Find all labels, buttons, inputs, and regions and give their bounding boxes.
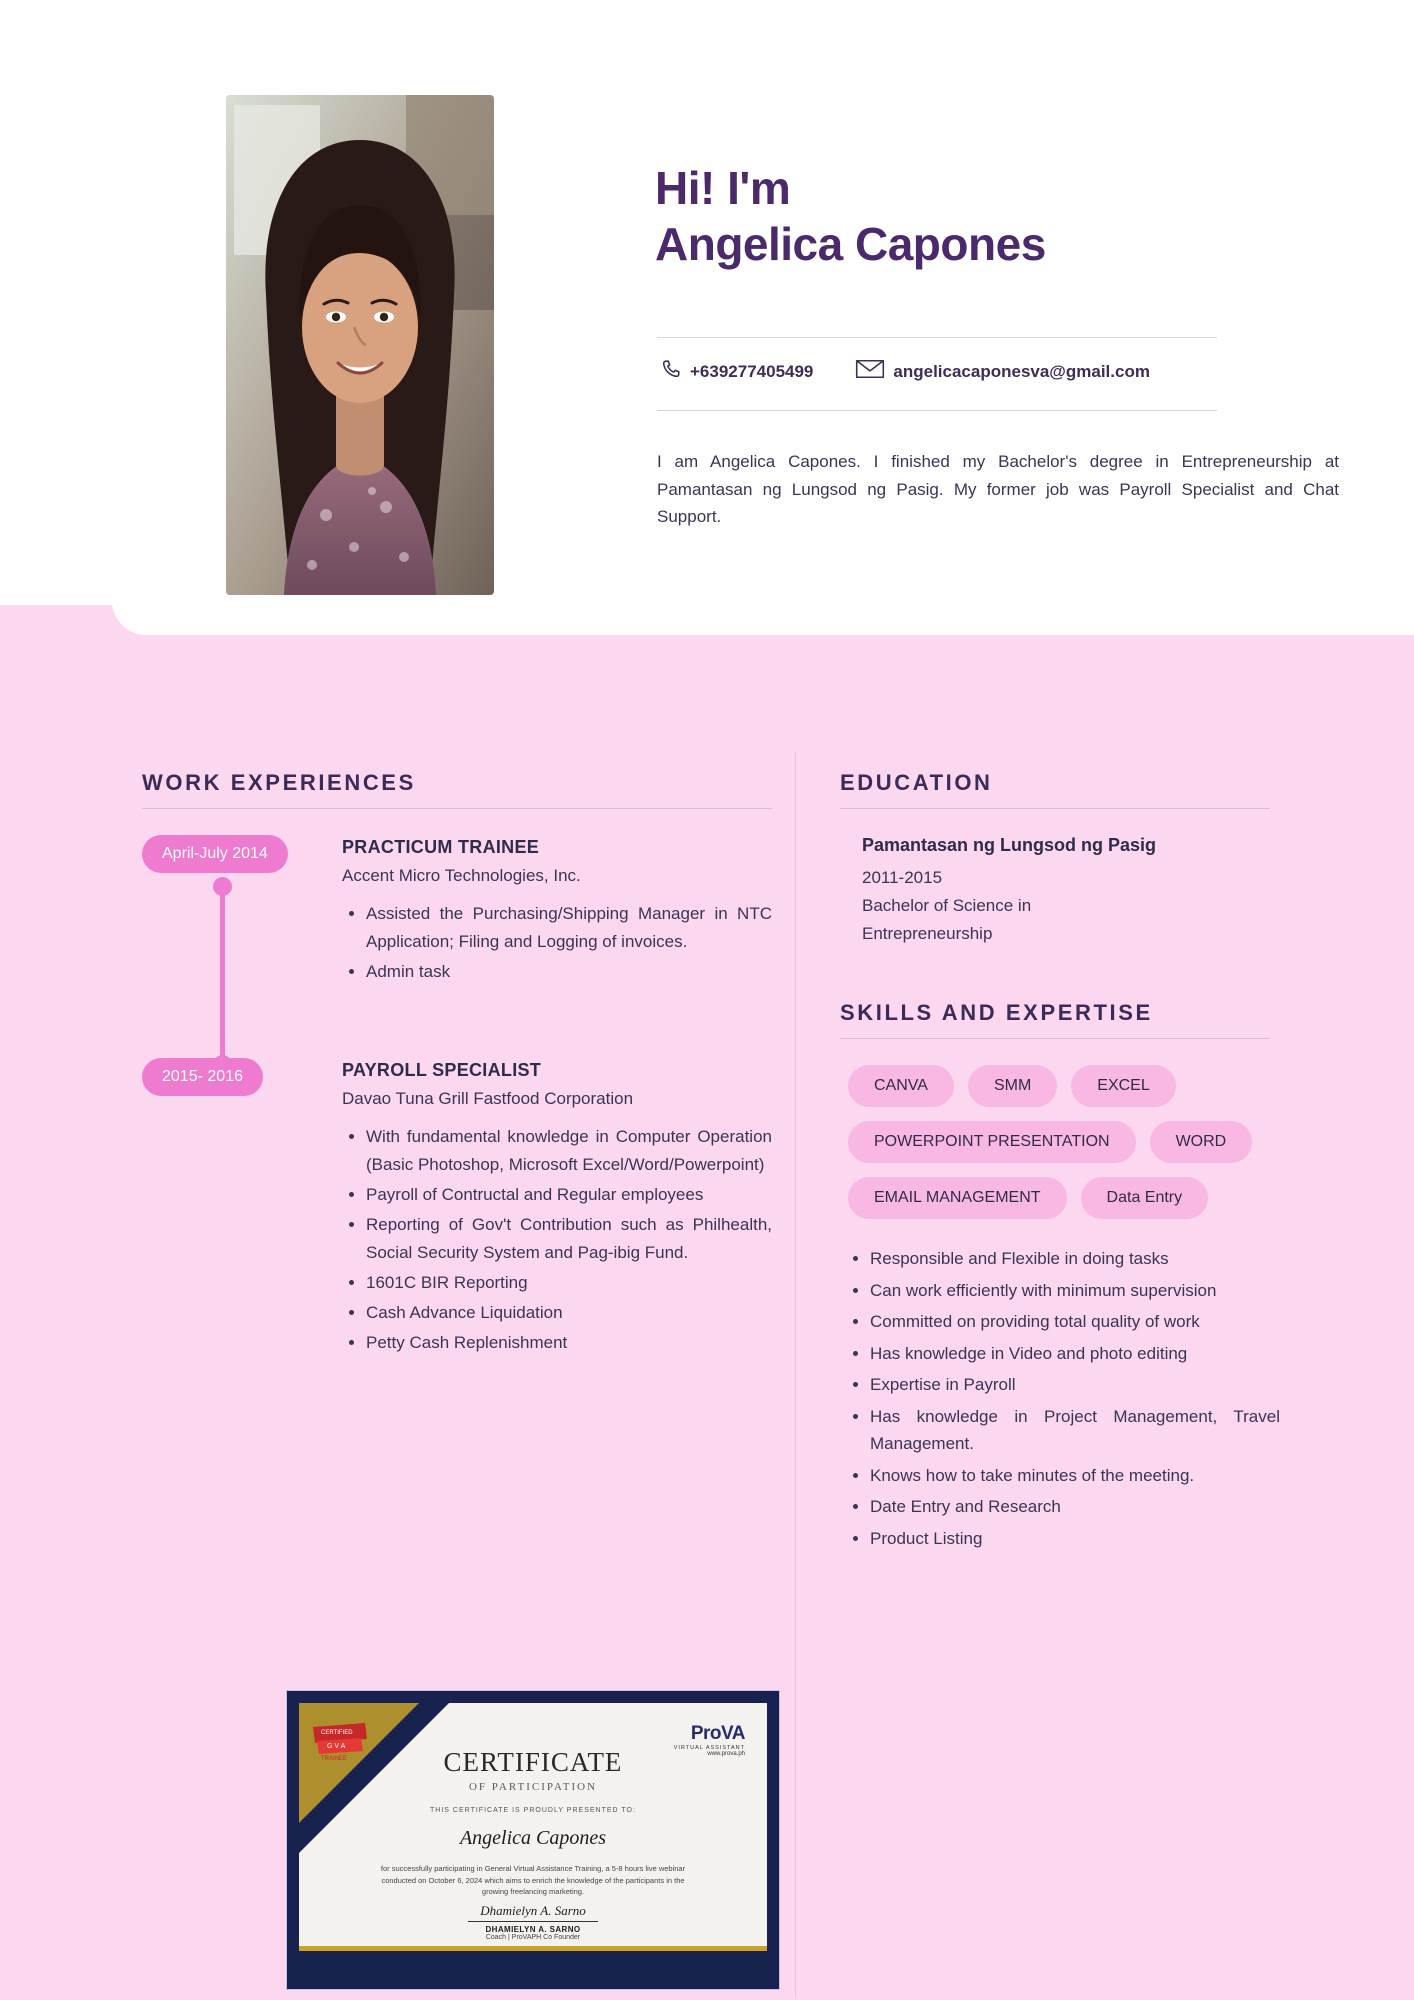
list-item: • Payroll of Contructal and Regular employees bbox=[366, 1181, 772, 1209]
phone-icon bbox=[660, 358, 682, 385]
skill-chip: WORD bbox=[1150, 1121, 1253, 1163]
list-item: • Knows how to take minutes of the meeting. bbox=[870, 1462, 1280, 1490]
certificate-presented-to: THIS CERTIFICATE IS PROUDLY PRESENTED TO: bbox=[430, 1807, 636, 1814]
work-section-rule bbox=[142, 808, 772, 809]
prova-logo-text: ProVA bbox=[690, 1723, 745, 1744]
education-degree-line-1: Bachelor of Science in bbox=[862, 896, 1032, 916]
experience-item-1 bbox=[142, 835, 772, 988]
list-item: • Has knowledge in Project Management, Travel Management. bbox=[870, 1403, 1280, 1458]
skill-chip: POWERPOINT PRESENTATION bbox=[848, 1121, 1136, 1163]
list-item: • Responsible and Flexible in doing tasks bbox=[870, 1245, 1280, 1273]
job-title-2: PAYROLL SPECIALIST bbox=[342, 1060, 542, 1081]
skills-section-rule bbox=[840, 1038, 1270, 1039]
experience-item-2 bbox=[142, 1058, 772, 1359]
experience-details-2 bbox=[342, 1058, 772, 1359]
right-column bbox=[840, 770, 1280, 1556]
job-bullets-1 bbox=[342, 900, 772, 986]
svg-text:TRAINEE: TRAINEE bbox=[321, 1756, 348, 1762]
education-section-title: EDUCATION bbox=[840, 770, 993, 795]
experience-period-1: April-July 2014 bbox=[142, 835, 288, 873]
list-item: • Committed on providing total quality of work bbox=[870, 1308, 1280, 1336]
list-item: • Cash Advance Liquidation bbox=[366, 1299, 772, 1327]
skill-chip: EXCEL bbox=[1071, 1065, 1175, 1107]
work-experience-section bbox=[142, 770, 772, 1360]
work-section-title: WORK EXPERIENCES bbox=[142, 770, 416, 795]
greeting-line-1: Hi! I'm bbox=[655, 162, 791, 214]
timeline-line bbox=[220, 885, 225, 1065]
certificate-image bbox=[286, 1690, 780, 1990]
portrait-illustration bbox=[226, 95, 494, 595]
envelope-icon bbox=[855, 358, 885, 385]
experience-list bbox=[142, 835, 772, 1360]
list-item: • Assisted the Purchasing/Shipping Manager in NTC Application; Filing and Logging of invoices. bbox=[366, 900, 772, 956]
list-item: • Has knowledge in Video and photo editing bbox=[870, 1340, 1280, 1368]
skill-chip: EMAIL MANAGEMENT bbox=[848, 1177, 1067, 1219]
svg-text:G V A: G V A bbox=[327, 1743, 346, 1750]
signature-rule bbox=[468, 1921, 598, 1922]
list-item: • Expertise in Payroll bbox=[870, 1371, 1280, 1399]
svg-text:CERTIFIED: CERTIFIED bbox=[321, 1730, 353, 1736]
email-contact[interactable] bbox=[855, 358, 1150, 385]
skill-bullet-list bbox=[840, 1245, 1280, 1552]
experience-details-1 bbox=[342, 835, 772, 988]
list-item: • Reporting of Gov't Contribution such as Philhealth, Social Security System and Pag-ibig Fund. bbox=[366, 1211, 772, 1267]
skills-section bbox=[840, 1000, 1280, 1552]
certificate-recipient: Angelica Capones bbox=[459, 1827, 607, 1849]
header-left-fill bbox=[0, 0, 130, 605]
job-org-1: Accent Micro Technologies, Inc. bbox=[342, 866, 581, 885]
job-org-2: Davao Tuna Grill Fastfood Corporation bbox=[342, 1089, 634, 1109]
contact-divider-top bbox=[657, 337, 1217, 338]
prova-logo-line1: VIRTUAL ASSISTANT bbox=[673, 1745, 745, 1751]
skill-chip: Data Entry bbox=[1081, 1177, 1209, 1219]
certificate-subtitle: OF PARTICIPATION bbox=[468, 1781, 598, 1793]
candidate-name: Angelica Capones bbox=[655, 218, 1046, 271]
certificate-title: CERTIFICATE bbox=[443, 1747, 623, 1777]
contact-row bbox=[660, 358, 1360, 385]
experience-period-2: 2015- 2016 bbox=[142, 1058, 263, 1096]
education-entry bbox=[840, 835, 1280, 948]
certificate-navy-band bbox=[299, 1951, 767, 1977]
skill-chip: CANVA bbox=[848, 1065, 954, 1107]
education-school: Pamantasan ng Lungsod ng Pasig bbox=[862, 835, 1157, 855]
column-divider bbox=[795, 752, 796, 1997]
certificate-body: for successfully participating in General Virtual Assistance Training, a 5-8 hours live webinar conducted on October 6, 2024 which aims to enrich the knowledge of the participants in the growing freelancing marketing. bbox=[380, 1864, 686, 1897]
experience-period-wrap-2 bbox=[142, 1058, 342, 1359]
avatar bbox=[226, 95, 494, 595]
profile-summary: I am Angelica Capones. I finished my Bachelor's degree in Entrepreneurship at Pamantasan ng Lungsod ng Pasig. My former job was Payroll Specialist and Chat Support. bbox=[657, 452, 1339, 527]
contact-divider-bottom bbox=[657, 410, 1217, 411]
skill-chip-list bbox=[840, 1065, 1280, 1219]
list-item: • 1601C BIR Reporting bbox=[366, 1269, 772, 1297]
prova-logo-line2: www.prova.ph bbox=[707, 1751, 745, 1757]
list-item: • With fundamental knowledge in Computer Operation (Basic Photoshop, Microsoft Excel/Word/Powerpoint) bbox=[366, 1123, 772, 1179]
list-item: • Can work efficiently with minimum supervision bbox=[870, 1277, 1280, 1305]
certificate-signature-block bbox=[299, 1903, 767, 1941]
job-bullets-2 bbox=[342, 1123, 772, 1357]
education-degree-line-2: Entrepreneurship bbox=[862, 924, 993, 944]
job-title-1: PRACTICUM TRAINEE bbox=[342, 837, 540, 857]
skills-section-title: SKILLS AND EXPERTISE bbox=[840, 1000, 1153, 1026]
page-title bbox=[655, 160, 1046, 272]
education-years: 2011-2015 bbox=[862, 868, 943, 887]
skill-chip: SMM bbox=[968, 1065, 1057, 1107]
phone-contact[interactable] bbox=[660, 358, 813, 385]
experience-period-wrap-1 bbox=[142, 835, 342, 988]
list-item: • Product Listing bbox=[870, 1525, 1280, 1553]
certificate-signer-role: Coach | ProVAPH Co Founder bbox=[485, 1934, 581, 1941]
certificate-signature: Dhamielyn A. Sarno bbox=[480, 1903, 586, 1918]
certificate-inner bbox=[299, 1703, 767, 1977]
experience-spacer bbox=[142, 988, 772, 1058]
phone-text: +639277405499 bbox=[690, 361, 814, 381]
email-text: angelicacaponesva@gmail.com bbox=[893, 361, 1150, 381]
certificate-signer-name: DHAMIELYN A. SARNO bbox=[485, 1925, 581, 1934]
list-item: • Admin task bbox=[366, 958, 772, 986]
list-item: • Date Entry and Research bbox=[870, 1493, 1280, 1521]
list-item: • Petty Cash Replenishment bbox=[366, 1329, 772, 1357]
education-section-rule bbox=[840, 808, 1270, 809]
